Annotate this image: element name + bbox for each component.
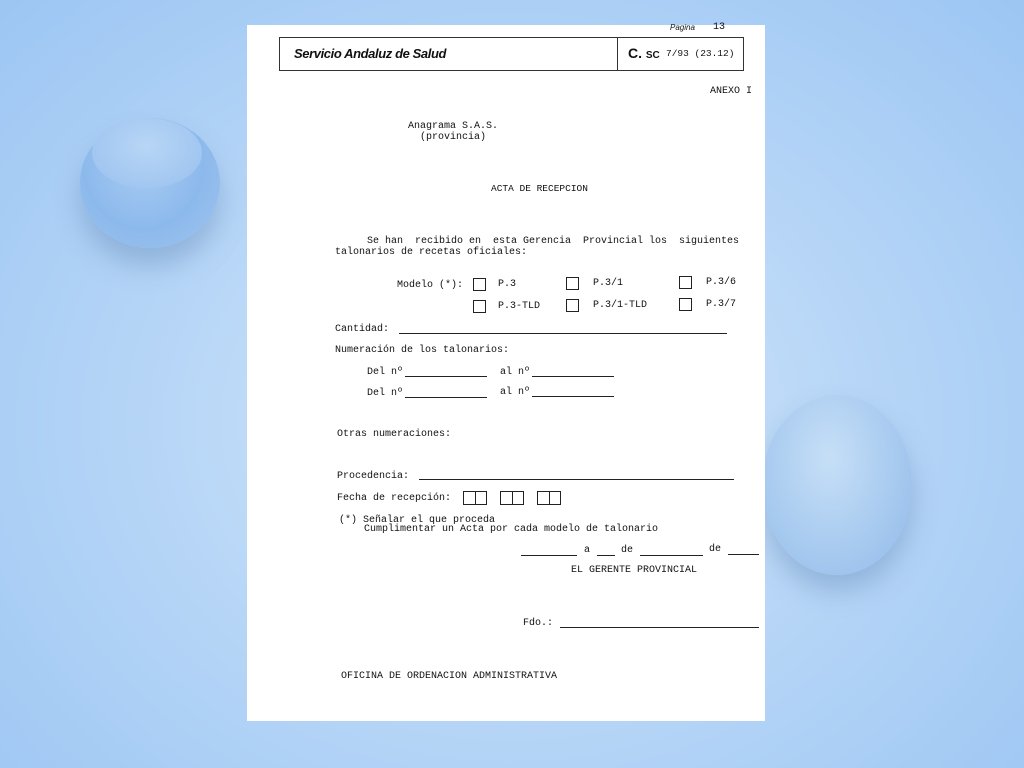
- annex-label: ANEXO I: [710, 86, 753, 97]
- fecha-year-boxes[interactable]: [537, 491, 561, 505]
- place-de-2: de: [709, 544, 722, 555]
- checkbox-p3-tld[interactable]: [473, 300, 486, 313]
- option-p3-1-tld: P.3/1-TLD: [593, 300, 648, 311]
- del-field-2[interactable]: [405, 397, 487, 398]
- organization-name: Servicio Andaluz de Salud: [294, 46, 447, 61]
- anagrama-line2: (provincia): [420, 132, 487, 143]
- fecha-month-boxes[interactable]: [500, 491, 524, 505]
- page-label: Pagina: [670, 23, 695, 32]
- option-p3-tld: P.3-TLD: [498, 301, 541, 312]
- pill-left-top: [92, 118, 202, 188]
- intro-line2: talonarios de recetas oficiales:: [335, 247, 528, 258]
- option-p3-6: P.3/6: [706, 277, 737, 288]
- al-label-1: al nº: [500, 367, 531, 378]
- fecha-label: Fecha de recepción:: [337, 493, 452, 504]
- note-line1: (*) Señalar el que proceda: [339, 515, 496, 526]
- anagrama-line1: Anagrama S.A.S.: [408, 121, 499, 132]
- place-field[interactable]: [521, 555, 577, 556]
- numeracion-label: Numeración de los talonarios:: [335, 345, 510, 356]
- option-p3-7: P.3/7: [706, 299, 737, 310]
- checkbox-p3-1-tld[interactable]: [566, 299, 579, 312]
- place-a: a: [584, 545, 591, 556]
- day-field[interactable]: [597, 555, 615, 556]
- checkbox-p3-6[interactable]: [679, 276, 692, 289]
- document-title: ACTA DE RECEPCION: [491, 183, 588, 194]
- checkbox-p3-7[interactable]: [679, 298, 692, 311]
- del-label-1: Del nº: [367, 367, 404, 378]
- al-label-2: al nº: [500, 387, 531, 398]
- option-p3-1: P.3/1: [593, 278, 624, 289]
- year-field[interactable]: [728, 554, 759, 555]
- checkbox-p3-1[interactable]: [566, 277, 579, 290]
- otras-label: Otras numeraciones:: [337, 429, 452, 440]
- checkbox-p3[interactable]: [473, 278, 486, 291]
- page-number: 13: [713, 22, 726, 33]
- option-p3: P.3: [498, 279, 517, 290]
- footer-office: OFICINA DE ORDENACION ADMINISTRATIVA: [341, 671, 558, 682]
- header-divider: [617, 38, 618, 70]
- code-number: 7/93 (23.12): [666, 48, 735, 59]
- pill-right-image: [762, 395, 912, 575]
- header-box: [279, 37, 744, 71]
- procedencia-field[interactable]: [419, 479, 734, 480]
- fecha-day-boxes[interactable]: [463, 491, 487, 505]
- intro-line1: Se han recibido en esta Gerencia Provincial los siguientes: [367, 236, 740, 247]
- al-field-2[interactable]: [532, 396, 614, 397]
- del-label-2: Del nº: [367, 388, 404, 399]
- cantidad-field[interactable]: [399, 333, 727, 334]
- signature-field[interactable]: [560, 627, 759, 628]
- procedencia-label: Procedencia:: [337, 471, 410, 482]
- del-field-1[interactable]: [405, 376, 487, 377]
- fdo-label: Fdo.:: [523, 618, 554, 629]
- month-field[interactable]: [640, 555, 703, 556]
- signer-title: EL GERENTE PROVINCIAL: [571, 565, 698, 576]
- place-de-1: de: [621, 545, 634, 556]
- code-c: C. SC: [628, 45, 660, 61]
- al-field-1[interactable]: [532, 376, 614, 377]
- note-line2: Cumplimentar un Acta por cada modelo de talonario: [364, 524, 659, 535]
- modelo-label: Modelo (*):: [397, 280, 464, 291]
- document-page: [247, 22, 765, 721]
- cantidad-label: Cantidad:: [335, 324, 390, 335]
